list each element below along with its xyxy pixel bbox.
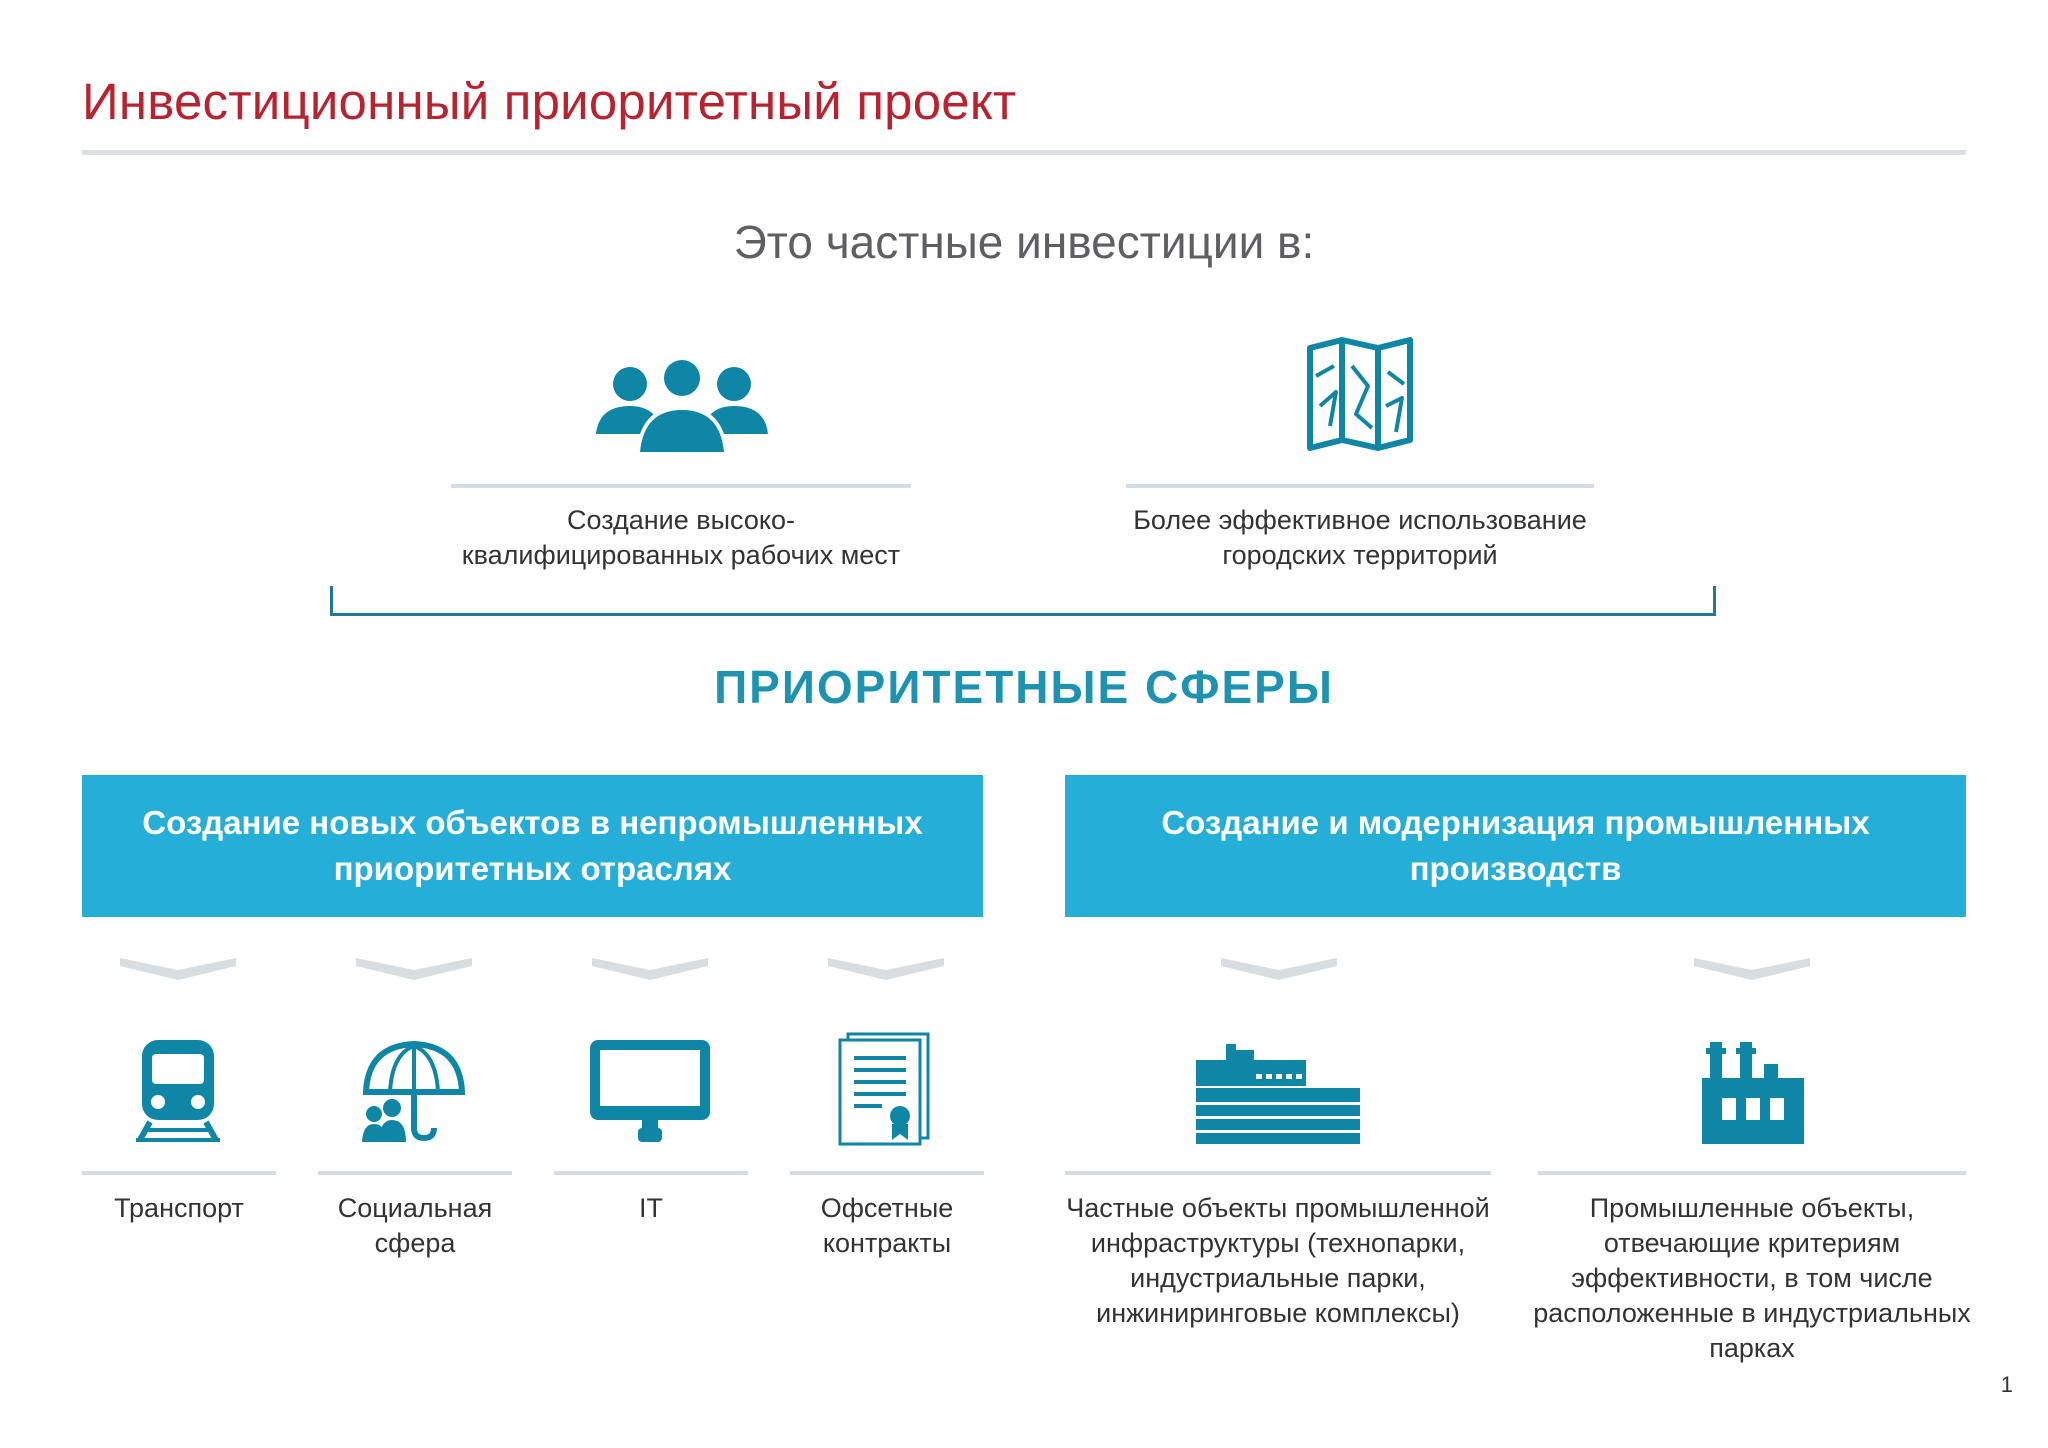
- intro-subtitle: Это частные инвестиции в:: [733, 216, 1315, 268]
- item-separator: [318, 1171, 512, 1175]
- item-label-industrial-infra: [1045, 1191, 1511, 1331]
- item-label-transport: [62, 1191, 296, 1226]
- page-number: 1: [2000, 1372, 2013, 1397]
- label-line: Социальная: [337, 1193, 493, 1223]
- caption-line: городских территорий: [1222, 540, 1498, 570]
- category-line: Создание и модернизация промышленных: [1161, 804, 1870, 841]
- label-line: индустриальные парки,: [1130, 1263, 1426, 1293]
- item-label-it: [534, 1191, 768, 1226]
- item-separator: [82, 1171, 276, 1175]
- city-map-icon: [1306, 336, 1414, 452]
- chevron-down-icon: [1694, 958, 1810, 980]
- label-line: отвечающие критериям: [1603, 1228, 1901, 1258]
- spheres-heading: ПРИОРИТЕТНЫЕ СФЕРЫ: [714, 661, 1334, 713]
- factory-icon: [1702, 1042, 1804, 1144]
- item-separator: [1065, 1171, 1491, 1175]
- label-line: сфера: [374, 1228, 456, 1258]
- intro-separator: [451, 484, 911, 488]
- category-box-nonindustrial: [82, 775, 983, 917]
- label-line: Частные объекты промышленной: [1066, 1193, 1490, 1223]
- category-line: производств: [1409, 850, 1622, 887]
- chevron-down-icon: [120, 958, 236, 980]
- item-separator: [554, 1171, 748, 1175]
- train-icon: [136, 1040, 220, 1142]
- item-separator: [790, 1171, 984, 1175]
- label-line: Транспорт: [114, 1193, 244, 1223]
- monitor-icon: [590, 1040, 710, 1142]
- label-line: контракты: [822, 1228, 952, 1258]
- category-line: Создание новых объектов в непромышленных: [142, 804, 923, 841]
- industrial-building-icon: [1196, 1044, 1360, 1144]
- item-label-social: [298, 1191, 532, 1261]
- caption-line: квалифицированных рабочих мест: [461, 540, 901, 570]
- label-line: инжиниринговые комплексы): [1096, 1298, 1460, 1328]
- label-line: расположенные в индустриальных: [1533, 1298, 1971, 1328]
- caption-line: Создание высоко-: [567, 505, 795, 535]
- intro-separator: [1126, 484, 1594, 488]
- label-line: Промышленные объекты,: [1589, 1193, 1915, 1223]
- title-divider: [82, 150, 1966, 155]
- category-line: приоритетных отраслях: [333, 850, 732, 887]
- chevron-down-icon: [356, 958, 472, 980]
- label-line: инфраструктуры (технопарки,: [1090, 1228, 1466, 1258]
- label-line: Офсетные: [820, 1193, 954, 1223]
- item-label-industrial-objects: [1518, 1191, 1986, 1366]
- intro-caption-territories: [1110, 503, 1610, 573]
- intro-caption-jobs: [431, 503, 931, 573]
- item-label-offset: [770, 1191, 1004, 1261]
- umbrella-family-icon: [362, 1040, 466, 1142]
- chevron-down-icon: [828, 958, 944, 980]
- chevron-down-icon: [592, 958, 708, 980]
- people-group-icon: [596, 354, 768, 454]
- item-separator: [1538, 1171, 1966, 1175]
- caption-line: Более эффективное использование: [1133, 505, 1587, 535]
- page-title: Инвестиционный приоритетный проект: [82, 73, 1017, 130]
- label-line: эффективности, в том числе: [1571, 1263, 1933, 1293]
- label-line: IT: [639, 1193, 663, 1223]
- chevron-down-icon: [1221, 958, 1337, 980]
- category-box-industrial: [1065, 775, 1966, 917]
- contract-document-icon: [838, 1030, 934, 1146]
- label-line: парках: [1709, 1333, 1795, 1363]
- grouping-bracket: [330, 586, 1716, 616]
